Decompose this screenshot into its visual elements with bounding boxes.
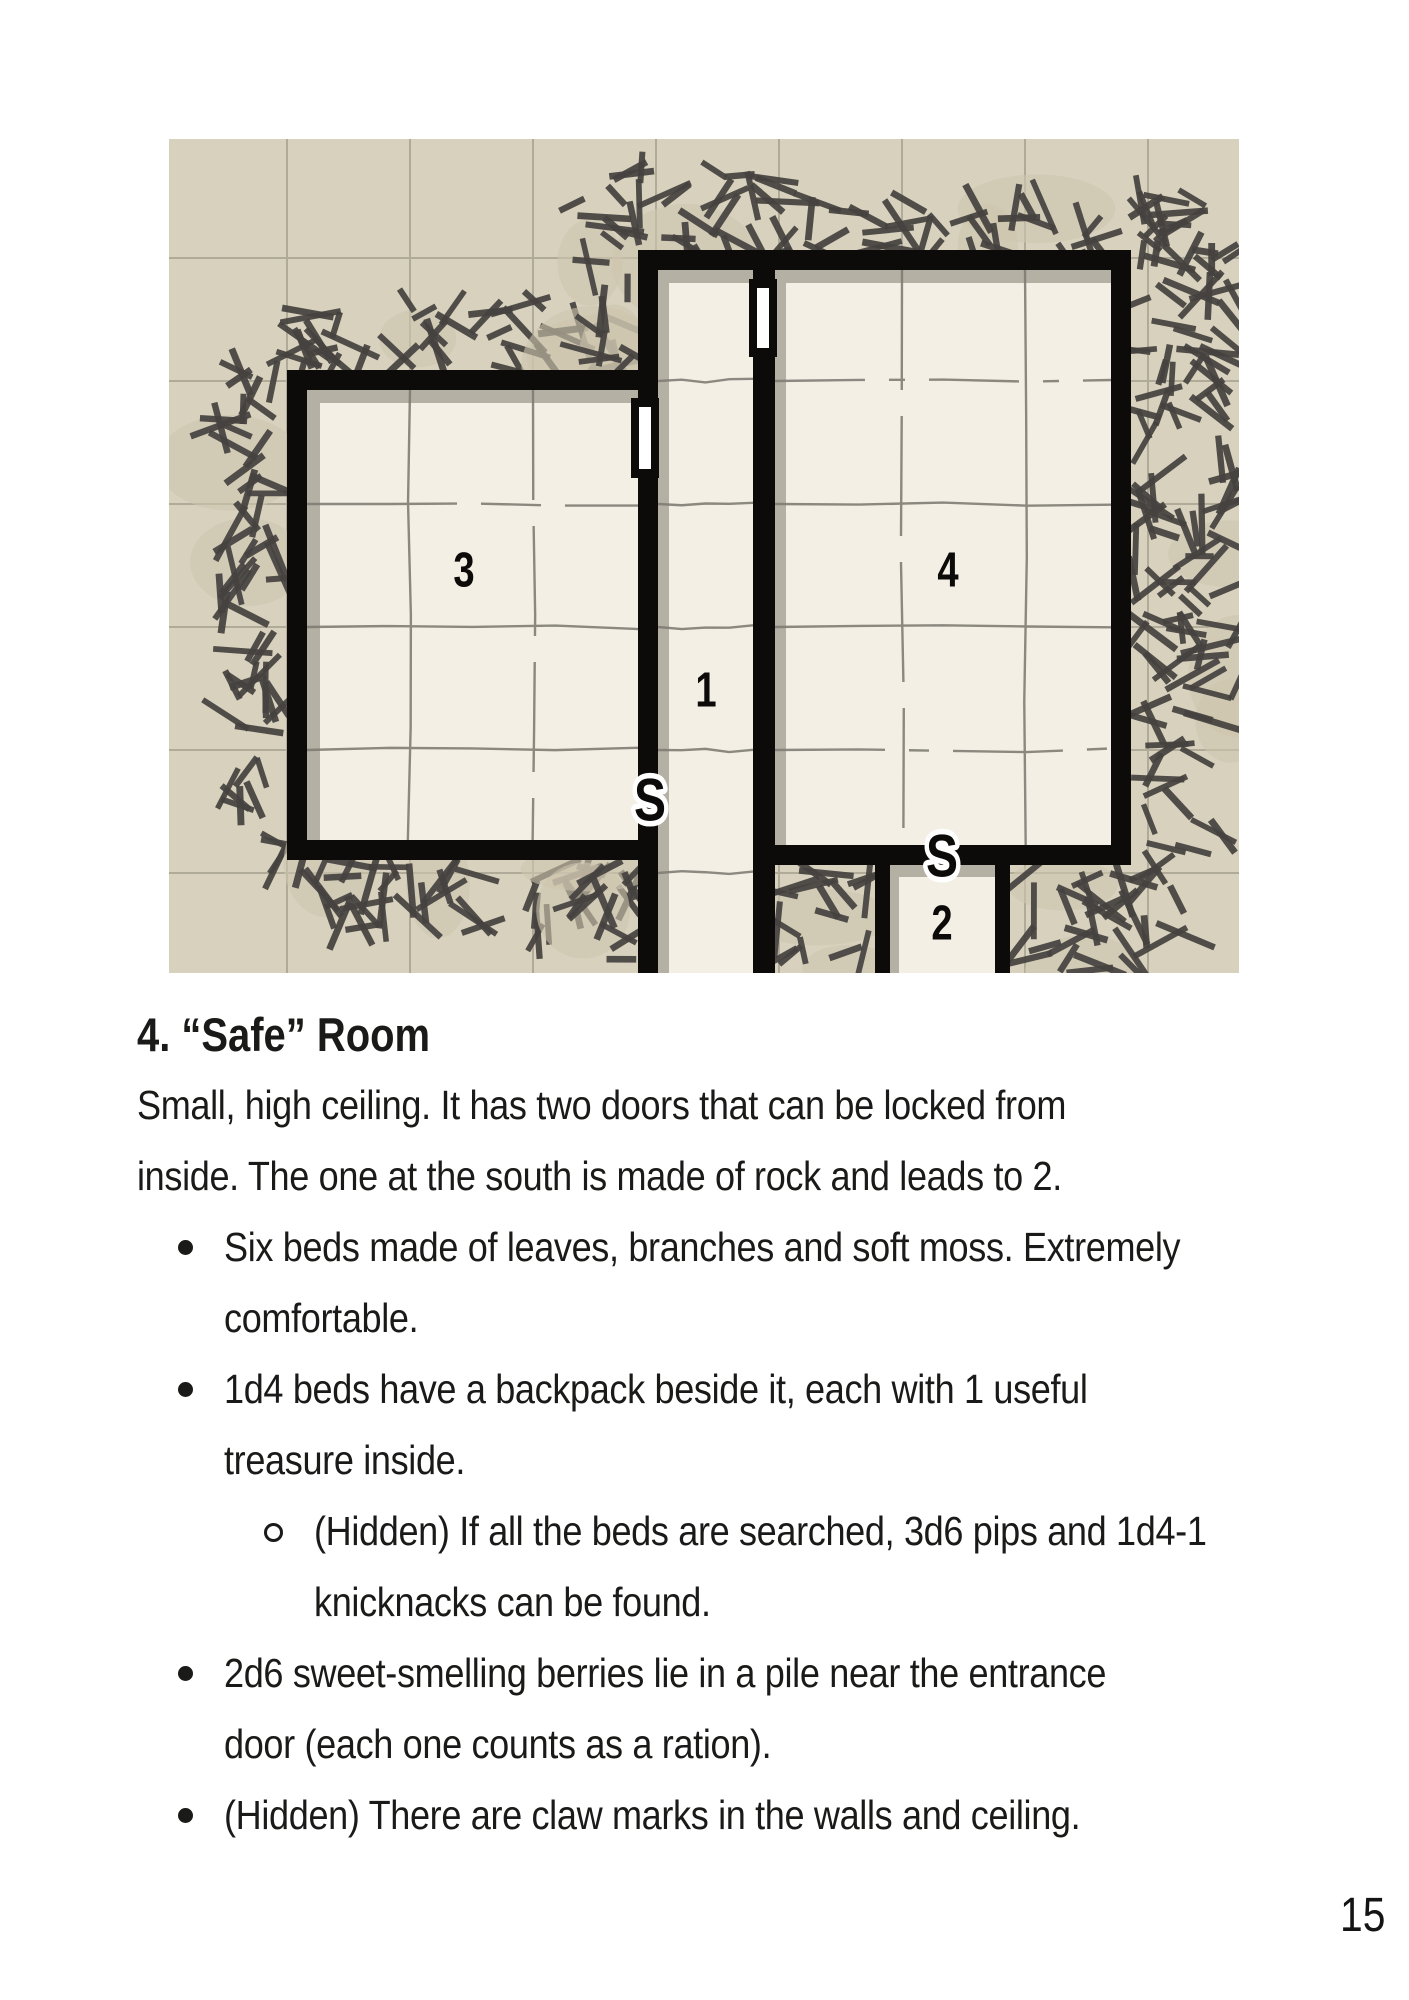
bullet-marker-disc [178, 1382, 193, 1397]
text-line-content: (Hidden) There are claw marks in the walls and ceiling. [224, 1792, 1081, 1838]
text-line [314, 1567, 1328, 1638]
bullet-list [137, 1212, 1327, 1851]
wall-room3-top [287, 370, 658, 390]
bullet-item [137, 1638, 1327, 1780]
bullet-marker-disc [178, 1666, 193, 1681]
text-line-content: Six beds made of leaves, branches and soft moss. Extremely [224, 1224, 1181, 1270]
secret-door-label-1: S [633, 766, 667, 834]
bullet-item [137, 1496, 1327, 1638]
text-line [224, 1709, 1226, 1780]
text-line [314, 1496, 1328, 1567]
room-label-3: 3 [453, 543, 475, 598]
text-line-content: treasure inside. [224, 1437, 466, 1483]
bullet-marker-disc [178, 1808, 193, 1823]
room-label-2: 2 [931, 896, 953, 951]
wall-room2-right [995, 865, 1010, 973]
bullet-item [137, 1780, 1327, 1851]
door-room3-corridor-icon [631, 398, 659, 478]
page-number [1332, 1888, 1385, 1943]
room-label-4: 4 [937, 543, 959, 598]
bullet-marker-circle [264, 1523, 283, 1542]
text-line [224, 1283, 1311, 1354]
text-line-content: knicknacks can be found. [314, 1579, 711, 1625]
text-line-content: door (each one counts as a ration). [224, 1721, 772, 1767]
wall-north [638, 250, 1131, 270]
text-line-content: (Hidden) If all the beds are searched, 3d6 pips and 1d4-1 [314, 1508, 1207, 1554]
wall-room3-bottom [287, 840, 658, 860]
corridor-1-floor [658, 270, 753, 973]
room-description-section [137, 999, 1327, 1851]
text-line [137, 1141, 1327, 1212]
bullet-item [137, 1212, 1327, 1354]
text-line-content: inside. The one at the south is made of rock and leads to 2. [137, 1153, 1062, 1199]
wall-room3-left [287, 370, 307, 860]
bullet-lines [224, 1638, 1226, 1780]
room-3-floor [307, 390, 638, 840]
bullet-lines [224, 1354, 1205, 1496]
bullet-lines [224, 1780, 1197, 1851]
section-paragraph [137, 1070, 1327, 1212]
wall-room2-left [875, 865, 890, 973]
page-number-text: 15 [1339, 1889, 1385, 1942]
bullet-marker-disc [178, 1240, 193, 1255]
room-label-1: 1 [695, 663, 717, 718]
text-line-content: 2d6 sweet-smelling berries lie in a pile near the entrance [224, 1650, 1107, 1696]
section-heading-text: 4. “Safe” Room [137, 1008, 431, 1061]
bullet-lines [224, 1212, 1311, 1354]
wall-corridor-left [638, 250, 658, 973]
dungeon-map-svg [169, 139, 1239, 973]
secret-door-label-2: S [925, 822, 959, 890]
section-heading [137, 999, 1327, 1070]
text-line [224, 1425, 1205, 1496]
text-line [224, 1780, 1197, 1851]
bullet-lines [314, 1496, 1328, 1638]
text-line [224, 1638, 1226, 1709]
door-corridor-room4-icon [749, 279, 777, 357]
text-line-content: Small, high ceiling. It has two doors that can be locked from [137, 1082, 1067, 1128]
dungeon-map [169, 139, 1239, 973]
text-line-content: 1d4 beds have a backpack beside it, each with 1 useful [224, 1366, 1088, 1412]
text-line [224, 1212, 1311, 1283]
text-line [137, 1070, 1327, 1141]
wall-room4-right [1111, 250, 1131, 865]
bullet-item [137, 1354, 1327, 1496]
text-line-content: comfortable. [224, 1295, 419, 1341]
text-line [224, 1354, 1205, 1425]
